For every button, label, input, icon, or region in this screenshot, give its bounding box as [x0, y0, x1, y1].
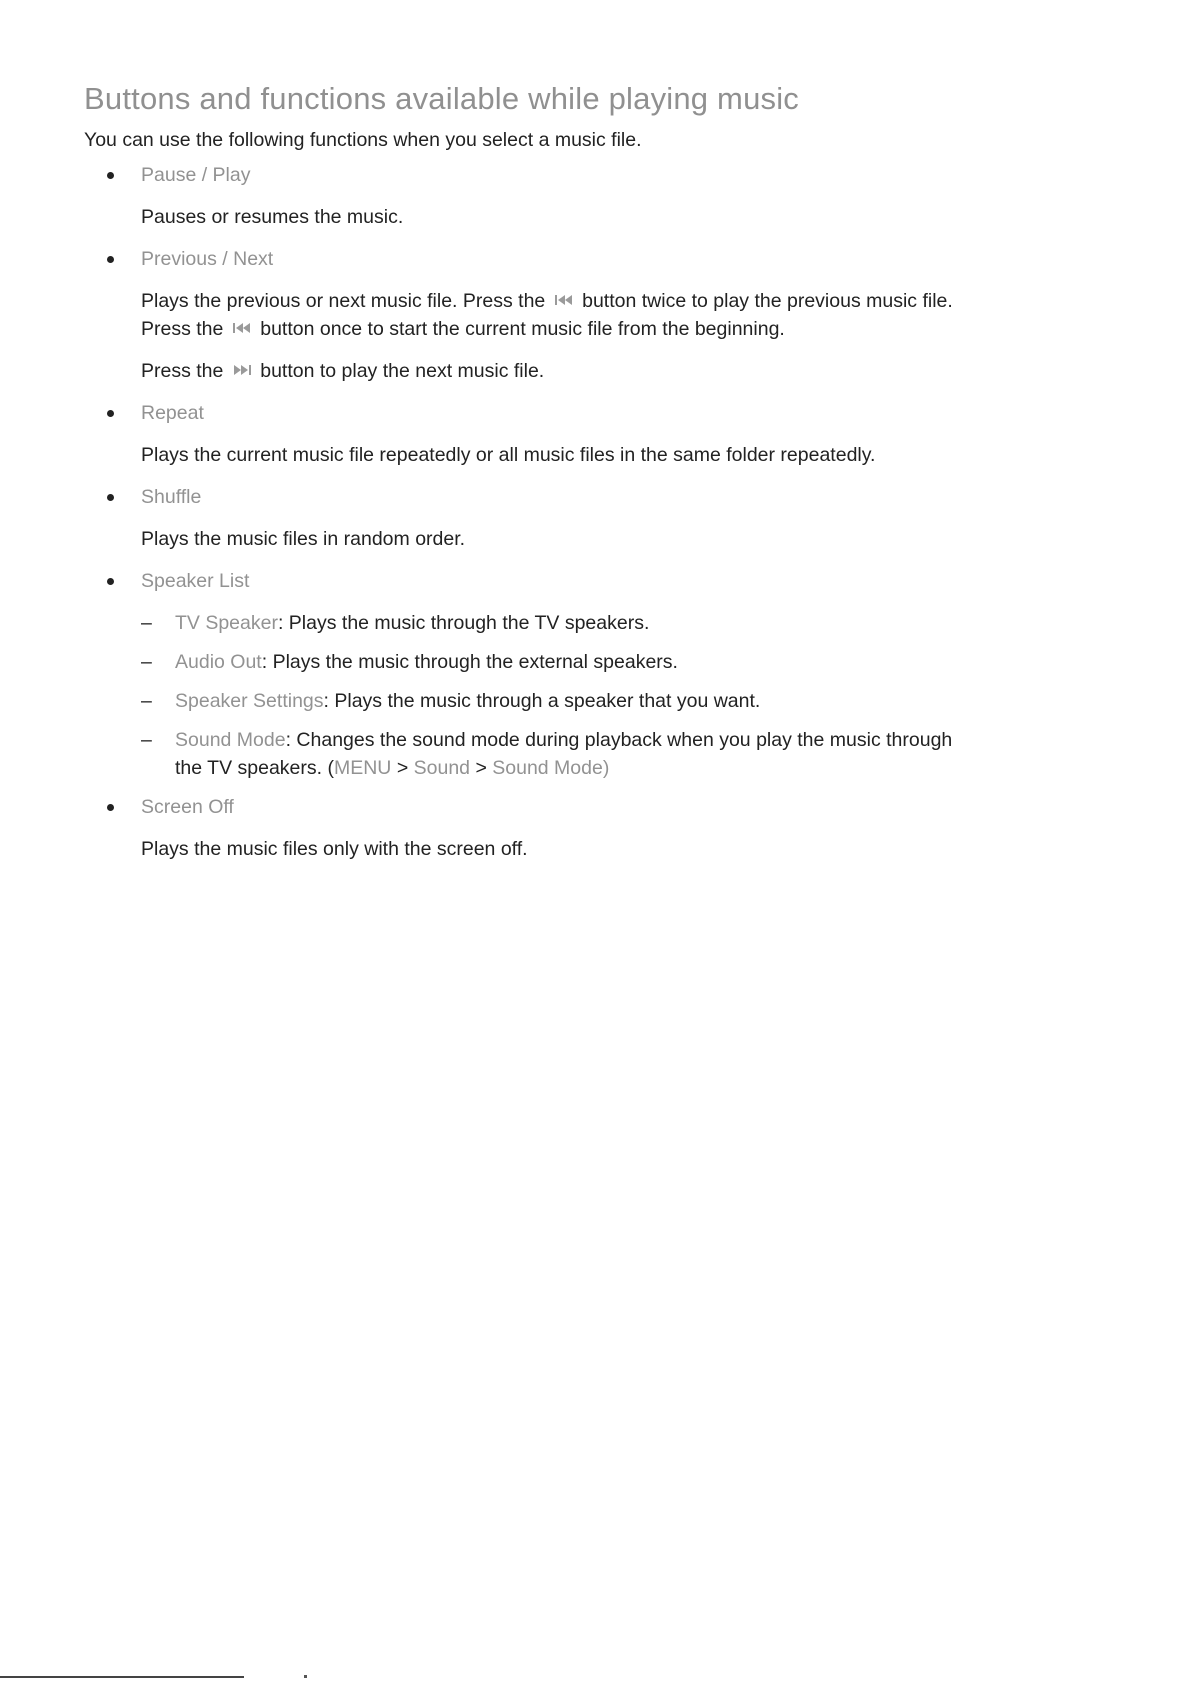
- forward-icon: [232, 364, 252, 376]
- page-heading: Buttons and functions available while playing music: [84, 81, 799, 116]
- sub-item-text: : Plays the music through a speaker that you want.: [323, 690, 761, 712]
- list-item-pause-play: [84, 161, 1104, 231]
- item-title: Screen Off: [141, 796, 234, 818]
- menu-path-close: ): [602, 757, 610, 779]
- footer-mark: [304, 1675, 307, 1678]
- item-body: Plays the music files in random order.: [141, 528, 466, 550]
- bullet-icon: [107, 410, 114, 417]
- item-title: Previous / Next: [141, 248, 274, 270]
- sub-item-text: the TV speakers. (: [175, 757, 334, 779]
- menu-path-menu: MENU: [333, 757, 392, 779]
- sub-item-sound-mode: [141, 726, 1104, 782]
- sub-item-label: Audio Out: [175, 651, 262, 673]
- sub-item-text: : Plays the music through the external speakers.: [261, 651, 678, 673]
- dash-marker: –: [141, 690, 152, 712]
- dash-marker: –: [141, 612, 152, 634]
- sub-item-label: TV Speaker: [175, 612, 278, 634]
- text-segment: button to play the next music file.: [260, 360, 545, 382]
- sub-item-label: Sound Mode: [175, 729, 286, 751]
- document-page: [84, 78, 1104, 877]
- dash-marker: –: [141, 729, 152, 751]
- dash-marker: –: [141, 651, 152, 673]
- sub-item-text: : Plays the music through the TV speakers.: [277, 612, 650, 634]
- bullet-icon: [107, 172, 114, 179]
- list-item-repeat: [84, 399, 1104, 469]
- item-body: Pauses or resumes the music.: [141, 206, 404, 228]
- sub-item-speaker-settings: [141, 687, 1104, 715]
- item-body: Plays the music files only with the screen off.: [141, 838, 528, 860]
- text-segment: Plays the previous or next music file. Press the: [141, 290, 546, 312]
- menu-path-sound-mode: Sound Mode: [492, 757, 603, 779]
- item-title: Pause / Play: [141, 164, 251, 186]
- item-body: Plays the current music file repeatedly or all music files in the same folder repeatedly.: [141, 444, 876, 466]
- bullet-icon: [107, 256, 114, 263]
- item-body-previous: [141, 287, 1104, 343]
- list-item-previous-next: [84, 245, 1104, 385]
- text-segment: button twice to play the previous music file.: [582, 290, 953, 312]
- sub-item-tv-speaker: [141, 609, 1104, 637]
- item-title: Speaker List: [141, 570, 250, 592]
- menu-path-sound: Sound: [413, 757, 471, 779]
- list-item-shuffle: [84, 483, 1104, 553]
- bullet-icon: [107, 804, 114, 811]
- rewind-icon: [232, 322, 252, 334]
- text-segment: Press the: [141, 360, 224, 382]
- bullet-icon: [107, 578, 114, 585]
- footer-rule: [0, 1676, 244, 1678]
- intro-text: You can use the following functions when you select a music file.: [84, 129, 642, 151]
- item-title: Repeat: [141, 402, 204, 424]
- rewind-icon: [554, 294, 574, 306]
- chevron-right-icon: >: [475, 757, 487, 779]
- bullet-icon: [107, 494, 114, 501]
- chevron-right-icon: >: [396, 757, 409, 779]
- list-item-speaker-list: [84, 567, 1104, 782]
- sub-item-audio-out: [141, 648, 1104, 676]
- text-segment: Press the: [141, 318, 224, 340]
- item-title: Shuffle: [141, 486, 202, 508]
- list-item-screen-off: [84, 793, 1104, 863]
- sub-item-text: : Changes the sound mode during playback when you play the music through: [285, 729, 953, 751]
- sub-item-label: Speaker Settings: [175, 690, 324, 712]
- item-body-next: [141, 357, 1104, 385]
- text-segment: button once to start the current music file from the beginning.: [260, 318, 785, 340]
